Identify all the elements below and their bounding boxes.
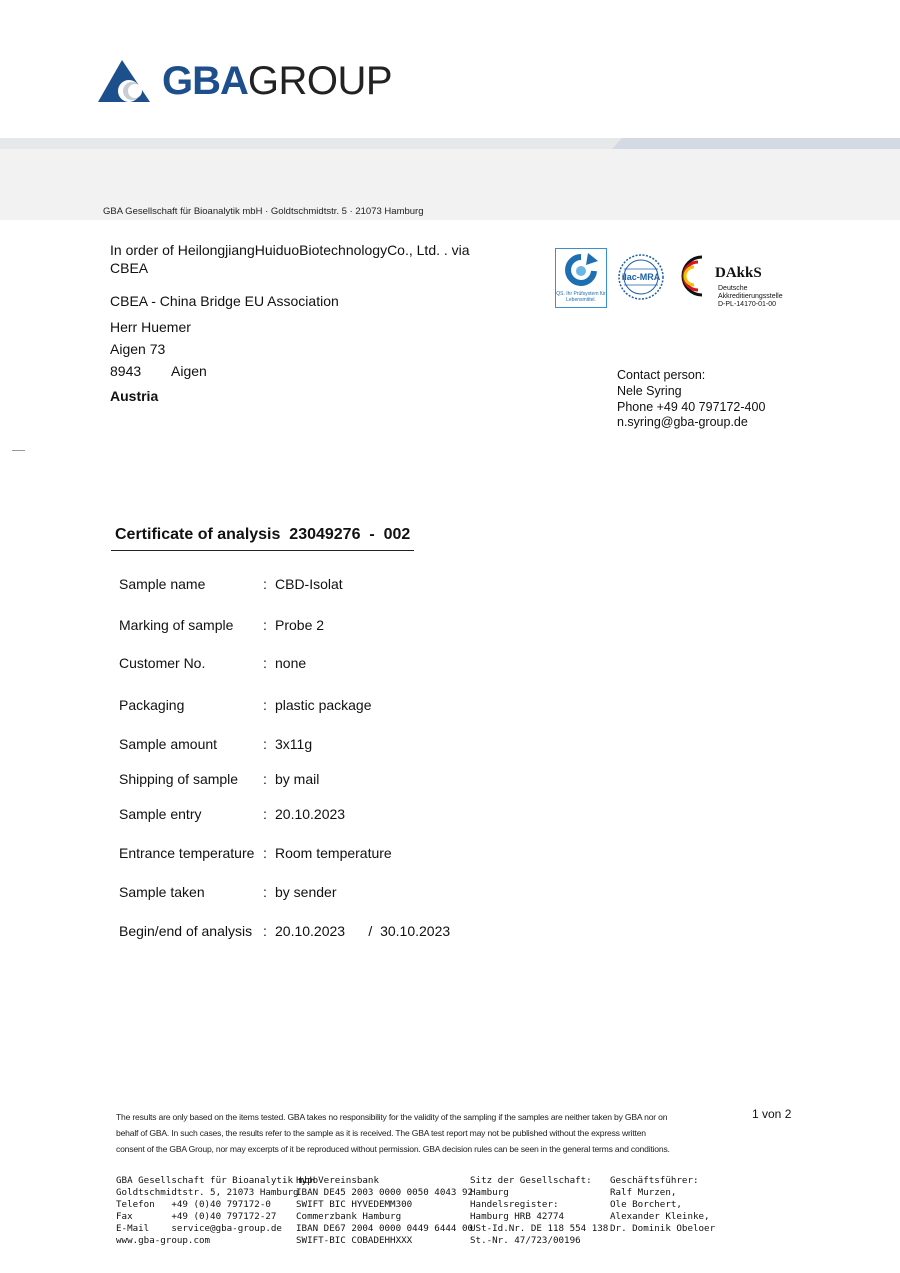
sample-row	[119, 771, 319, 787]
footer-management-column	[610, 1175, 715, 1235]
sample-row-value: Probe 2	[275, 617, 325, 633]
sender-address-line: GBA Gesellschaft für Bioanalytik mbH · Goldtschmidtstr. 5 · 21073 Hamburg	[103, 206, 424, 217]
sample-row	[119, 923, 450, 939]
qs-logo-text: QS. Ihr Prüfsystem für Lebensmittel.	[556, 291, 606, 303]
footer-line: Sitz der Gesellschaft:	[470, 1175, 592, 1186]
sample-row-label: Sample amount	[119, 736, 218, 752]
sample-row	[119, 806, 345, 822]
footer-line: USt-Id.Nr. DE 118 554 138	[470, 1223, 609, 1234]
sample-row-value: plastic package	[275, 697, 372, 713]
sample-row-separator: :	[263, 884, 267, 900]
fold-mark	[12, 450, 25, 451]
sample-row-value: 20.10.2023	[275, 806, 346, 822]
header-band-accent	[612, 138, 900, 149]
certificate-heading: Certificate of analysis 23049276 - 002	[111, 526, 414, 551]
qs-certification-logo	[555, 248, 607, 308]
footer-line: SWIFT-BIC COBADEHHXXX	[296, 1235, 413, 1246]
ilac-logo-text: ilac-MRA	[621, 272, 661, 282]
footer-line: IBAN DE67 2004 0000 0449 6444 00	[296, 1223, 474, 1234]
footer-line: Hamburg HRB 42774	[470, 1211, 565, 1222]
recipient-city: Aigen	[171, 363, 207, 379]
dakks-logo-name: DAkkS	[715, 265, 762, 281]
sample-row-label: Sample name	[119, 576, 206, 592]
gba-triangle-icon	[98, 58, 154, 104]
footer-line: Ralf Murzen,	[610, 1187, 677, 1198]
logo-text-gba: GBA	[162, 58, 248, 103]
footer-company-column	[116, 1175, 315, 1247]
sample-row-label: Entrance temperature	[119, 845, 255, 861]
footer-line: SWIFT BIC HYVEDEMM300	[296, 1199, 413, 1210]
sample-row-label: Marking of sample	[119, 617, 234, 633]
recipient-street: Aigen 73	[110, 341, 166, 357]
footer-line[interactable]: www.gba-group.com	[116, 1235, 211, 1246]
sample-row-separator: :	[263, 617, 267, 633]
sample-row-value: Room temperature	[275, 845, 392, 861]
recipient-association: CBEA - China Bridge EU Association	[110, 293, 339, 309]
sample-row	[119, 617, 324, 633]
contact-person-label: Contact person:	[617, 368, 706, 382]
sample-row-separator: :	[263, 845, 267, 861]
sample-row-value: none	[275, 655, 307, 671]
footer-line: Fax +49 (0)40 797172-27	[116, 1211, 277, 1222]
sample-row-separator: :	[263, 806, 267, 822]
footer-line: HypoVereinsbank	[296, 1175, 379, 1186]
sample-row-value: by mail	[275, 771, 320, 787]
footer-line: GBA Gesellschaft für Bioanalytik mbH	[116, 1175, 316, 1186]
footer-line: Commerzbank Hamburg	[296, 1211, 402, 1222]
qs-arrow-icon	[556, 251, 606, 291]
footer-line[interactable]: E-Mail service@gba-group.de	[116, 1223, 282, 1234]
sample-row-label: Customer No.	[119, 655, 206, 671]
sample-row-label: Shipping of sample	[119, 771, 239, 787]
sample-row-value: 3x11g	[275, 736, 313, 752]
dakks-flag-icon	[672, 253, 714, 299]
contact-person-name: Nele Syring	[617, 384, 682, 398]
footer-line: Hamburg	[470, 1187, 509, 1198]
footer-bank-column	[296, 1175, 473, 1247]
footer-line: Alexander Kleinke,	[610, 1211, 710, 1222]
contact-person-phone: Phone +49 40 797172-400	[617, 400, 766, 414]
recipient-country: Austria	[110, 388, 159, 404]
footer-line: Ole Borchert,	[610, 1199, 682, 1210]
sample-row-separator: :	[263, 655, 267, 671]
sample-row-value: 20.10.2023 / 30.10.2023	[275, 923, 451, 939]
recipient-person: Herr Huemer	[110, 319, 191, 335]
footer-registry-column	[470, 1175, 608, 1247]
sample-row	[119, 655, 306, 671]
sample-row	[119, 884, 336, 900]
footer-line: Handelsregister:	[470, 1199, 559, 1210]
sample-row-separator: :	[263, 771, 267, 787]
sample-row-separator: :	[263, 697, 267, 713]
footer-line: Goldtschmidtstr. 5, 21073 Hamburg	[116, 1187, 299, 1198]
sample-row-label: Sample entry	[119, 806, 202, 822]
sample-row	[119, 845, 392, 861]
dakks-logo	[672, 253, 802, 311]
page-number: 1 von 2	[752, 1107, 792, 1121]
sample-row-value: CBD-Isolat	[275, 576, 343, 592]
sample-row	[119, 576, 343, 592]
sample-row-separator: :	[263, 576, 267, 592]
sample-row	[119, 736, 312, 752]
footer-line: St.-Nr. 47/723/00196	[470, 1235, 581, 1246]
sample-row-label: Sample taken	[119, 884, 205, 900]
order-line: In order of HeilongjiangHuiduoBiotechnologyCo., Ltd. . via CBEA	[110, 242, 470, 276]
sample-row-value: by sender	[275, 884, 337, 900]
contact-person-email[interactable]: n.syring@gba-group.de	[617, 415, 748, 429]
dakks-logo-subtitle: Deutsche Akkreditierungsstelle D-PL-14170-01-00	[718, 285, 783, 308]
footer-line: IBAN DE45 2003 0000 0050 4043 92	[296, 1187, 474, 1198]
footer-line: Geschäftsführer:	[610, 1175, 699, 1186]
sample-row	[119, 697, 372, 713]
sample-row-separator: :	[263, 923, 267, 939]
gba-group-logo	[98, 57, 392, 105]
ilac-mra-logo	[617, 253, 665, 301]
disclaimer-text: The results are only based on the items tested. GBA takes no responsibility for the validity of the sampling if the samples are neither taken by GBA nor on behalf of GBA. In such cases, the results refer to the sample as it is received. The GBA test report may not be published without the express written consent of the GBA Group, nor may excerpts of it be reproduced without permission. GBA decision rules can be seen in the general terms and conditions.	[116, 1112, 670, 1154]
sample-row-separator: :	[263, 736, 267, 752]
sample-row-label: Begin/end of analysis	[119, 923, 253, 939]
footer-line: Telefon +49 (0)40 797172-0	[116, 1199, 271, 1210]
recipient-zip: 8943	[110, 363, 142, 379]
footer-line: Dr. Dominik Obeloer	[610, 1223, 716, 1234]
logo-text-group: GROUP	[247, 58, 393, 103]
sample-row-label: Packaging	[119, 697, 185, 713]
